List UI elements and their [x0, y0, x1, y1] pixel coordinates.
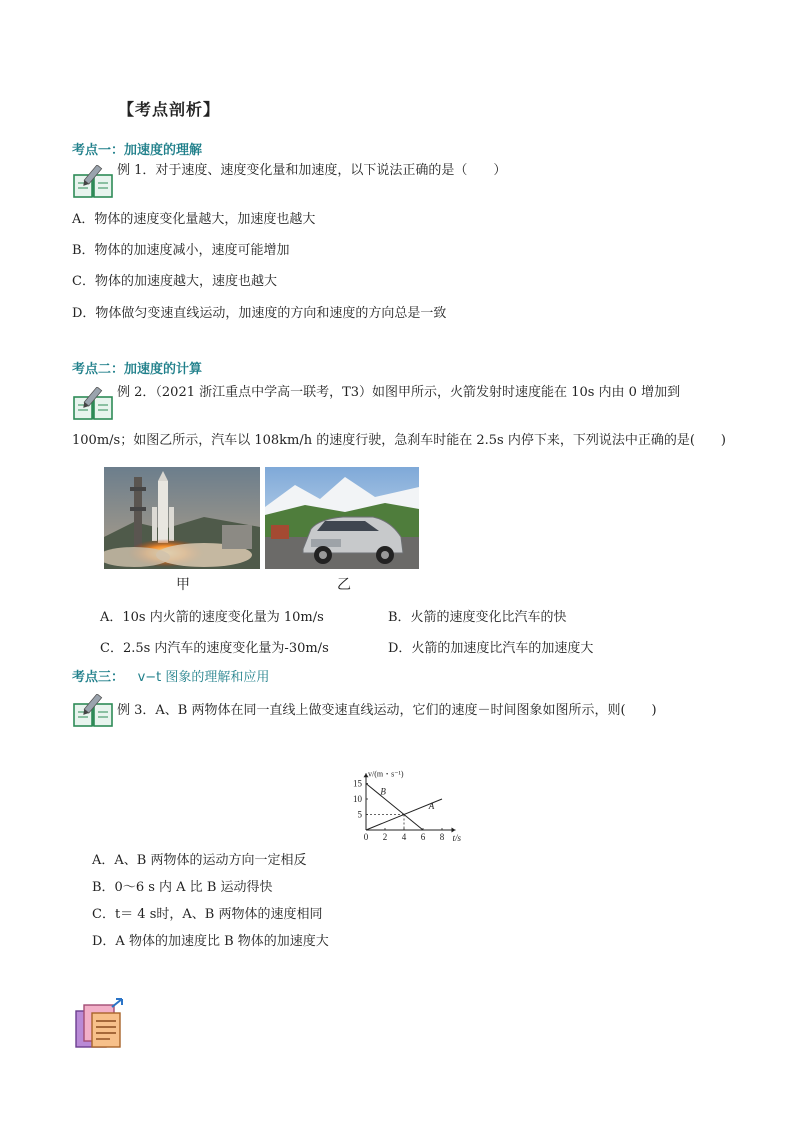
kp3-question: 例 3．A、B 两物体在同一直线上做变速直线运动，它们的速度－时间图象如图所示，则( ): [117, 703, 657, 718]
documents-icon: [74, 997, 126, 1051]
kp2-option-c: C．2.5s 内汽车的速度变化量为-30m/s: [100, 641, 329, 656]
kp2-heading: [72, 358, 202, 377]
kp2-option-d: D．火箭的加速度比汽车的加速度大: [388, 641, 594, 656]
notebook-pencil-icon: [72, 694, 116, 728]
kp3-option-c: C．t＝ 4 s时，A、B 两物体的速度相同: [92, 907, 323, 922]
kp3-heading-prefix: 考点三：: [72, 670, 125, 685]
x-tick-label: 8: [439, 832, 445, 842]
y-tick-label: 15: [353, 778, 362, 789]
y-tick-label: 10: [353, 794, 362, 804]
kp3-option-d: D．A 物体的加速度比 B 物体的加速度大: [92, 934, 329, 949]
kp3-heading: [72, 666, 269, 685]
notebook-pencil-icon: [72, 165, 116, 199]
x-axis-arrow: [452, 828, 456, 833]
kp1-option-d: D．物体做匀变速直线运动，加速度的方向和速度的方向总是一致: [72, 306, 447, 321]
vt-chart: [340, 732, 470, 848]
caption-left: 甲: [176, 577, 190, 593]
kp2-option-a: A．10s 内火箭的速度变化量为 10m/s: [100, 610, 324, 625]
x-axis-label: t/s: [452, 833, 462, 843]
kp1-option-c: C．物体的加速度越大，速度也越大: [72, 274, 277, 289]
section-title: 【考点剖析】: [118, 100, 221, 119]
kp3-heading-rest: v−t 图象的理解和应用: [137, 670, 270, 685]
kp3-option-b: B．0～6 s 内 A 比 B 运动得快: [92, 880, 273, 895]
x-tick-label: 0: [363, 832, 369, 842]
kp1-question: 例 1．对于速度、速度变化量和加速度，以下说法正确的是（ ）: [117, 163, 507, 178]
kp2-heading-rest: 加速度的计算: [124, 362, 203, 377]
kp1-option-a: A．物体的速度变化量越大，加速度也越大: [72, 212, 316, 227]
y-axis-label: v/(m・s⁻¹): [368, 769, 404, 779]
kp1-heading-prefix: 考点一：: [72, 143, 125, 158]
kp2-question-line1: 例 2．（2021 浙江重点中学高一联考，T3）如图甲所示，火箭发射时速度能在 10s 内由 0 增加到: [117, 385, 681, 400]
y-tick-label: 5: [357, 809, 362, 820]
kp2-question-line2: 100m/s；如图乙所示，汽车以 108km/h 的速度行驶，急刹车时能在 2.5s 内停下来，下列说法中正确的是( ): [72, 433, 726, 448]
kp3-option-a: A．A、B 两物体的运动方向一定相反: [92, 853, 307, 868]
caption-right: 乙: [337, 577, 351, 593]
x-tick-label: 4: [401, 832, 407, 842]
series-label-A: A: [428, 801, 435, 812]
notebook-pencil-icon: [72, 387, 116, 421]
kp2-heading-prefix: 考点二：: [72, 362, 125, 377]
x-tick-label: 2: [382, 832, 388, 842]
kp1-heading: [72, 139, 202, 158]
kp1-option-b: B．物体的加速度减小，速度可能增加: [72, 243, 290, 258]
rocket-launch-photo: [104, 467, 260, 569]
kp1-heading-rest: 加速度的理解: [124, 143, 203, 158]
kp2-option-b: B．火箭的速度变化比汽车的快: [388, 610, 567, 625]
series-line-B: [366, 784, 423, 831]
car-photo: [265, 467, 419, 569]
x-tick-label: 6: [420, 832, 426, 842]
series-label-B: B: [380, 786, 386, 797]
